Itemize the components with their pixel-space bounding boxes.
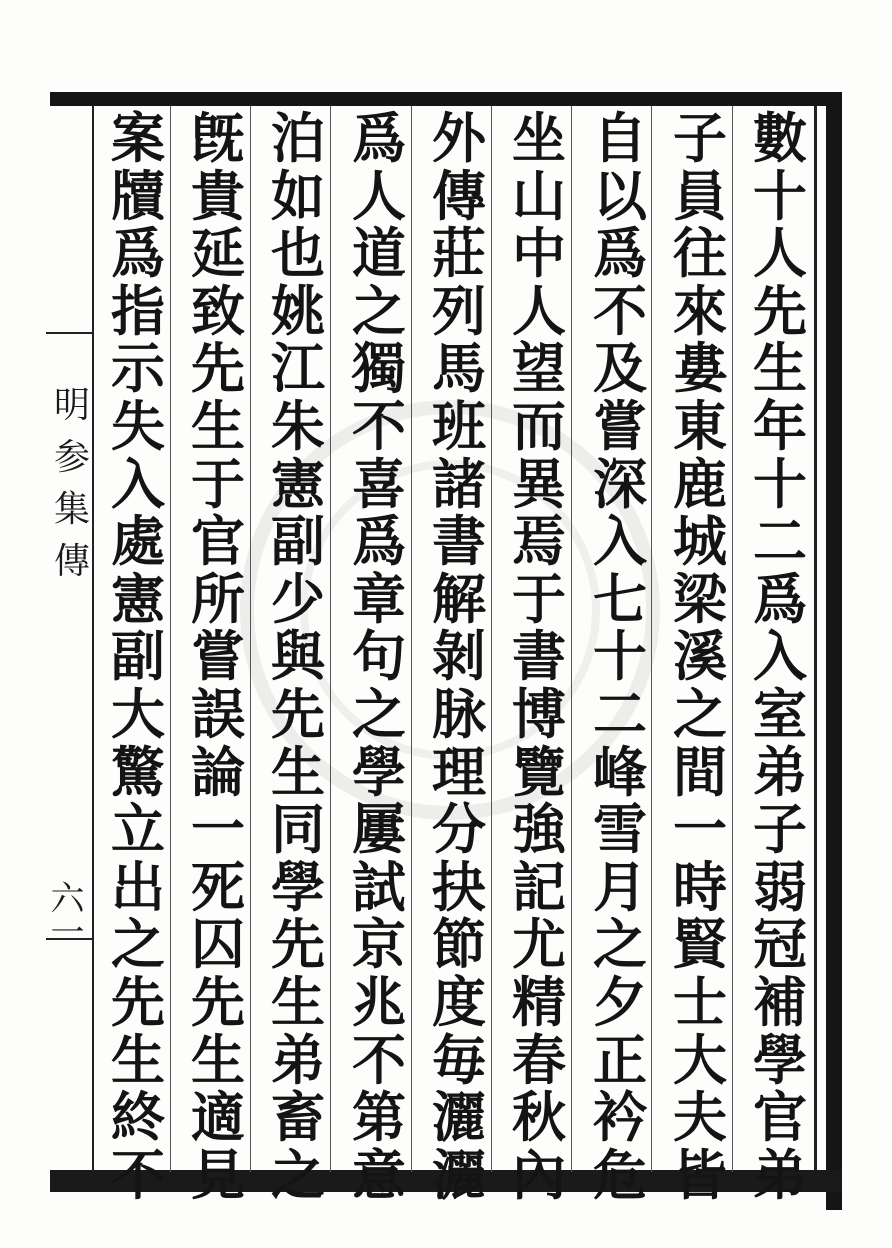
- column-char: 危: [593, 1142, 647, 1207]
- gutter-title-char: 傳: [54, 541, 91, 582]
- column-char: 朱: [271, 393, 325, 458]
- column-char: 正: [593, 1027, 647, 1092]
- gutter-title: [54, 380, 90, 588]
- column-char: 生: [753, 336, 807, 401]
- column-char: 弟: [753, 1142, 807, 1207]
- column-char: 灑: [432, 1142, 486, 1207]
- column-char: 處: [111, 509, 165, 574]
- column-char: 京: [352, 912, 406, 977]
- column-char: 同: [271, 797, 325, 862]
- column-char: 與: [271, 624, 325, 689]
- column-char: 失: [111, 393, 165, 458]
- gutter-divider: [92, 106, 94, 1172]
- column-char: 剝: [432, 624, 486, 689]
- column-char: 賢: [673, 912, 727, 977]
- column-char: 溪: [673, 624, 727, 689]
- column-char: 深: [593, 451, 647, 516]
- column-char: 列: [432, 278, 486, 343]
- text-column-8: [182, 106, 254, 1207]
- column-char: 秋: [512, 1085, 566, 1150]
- column-char: 生: [271, 739, 325, 804]
- column-char: 莊: [432, 221, 486, 286]
- column-char: 解: [432, 566, 486, 631]
- column-char: 弱: [753, 854, 807, 919]
- column-char: 先: [191, 969, 245, 1034]
- column-char: 適: [191, 1085, 245, 1150]
- column-char: 毎: [432, 1027, 486, 1092]
- column-char: 入: [111, 451, 165, 516]
- column-char: 節: [432, 912, 486, 977]
- column-char: 之: [111, 912, 165, 977]
- column-char: 誤: [191, 681, 245, 746]
- column-char: 及: [593, 336, 647, 401]
- column-char: 七: [593, 566, 647, 631]
- column-char: 自: [593, 106, 647, 170]
- column-char: 論: [191, 739, 245, 804]
- column-char: 一: [673, 797, 727, 862]
- column-char: 意: [352, 1142, 406, 1207]
- gutter-fishtail-top: [46, 332, 92, 334]
- column-char: 春: [512, 1027, 566, 1092]
- column-char: 婁: [673, 336, 727, 401]
- column-char: 數: [753, 106, 807, 170]
- column-char: 爲: [352, 509, 406, 574]
- text-column-4: [503, 106, 575, 1207]
- column-char: 梁: [673, 566, 727, 631]
- page-number: 六一: [44, 880, 84, 948]
- text-column-1: [744, 106, 816, 1207]
- column-char: 人: [753, 221, 807, 286]
- column-char: 理: [432, 739, 486, 804]
- column-char: 爲: [352, 106, 406, 170]
- column-char: 所: [191, 566, 245, 631]
- column-char: 夫: [673, 1085, 727, 1150]
- column-char: 旣: [191, 106, 245, 170]
- frame-border-right: [826, 92, 842, 1210]
- column-char: 一: [191, 797, 245, 862]
- column-char: 不: [593, 278, 647, 343]
- column-char: 囚: [191, 912, 245, 977]
- column-char: 年: [753, 393, 807, 458]
- column-char: 二: [593, 681, 647, 746]
- column-char: 衿: [593, 1085, 647, 1150]
- column-char: 員: [673, 163, 727, 228]
- column-char: 于: [191, 451, 245, 516]
- column-char: 鹿: [673, 451, 727, 516]
- column-char: 爲: [111, 221, 165, 286]
- column-char: 灑: [432, 1085, 486, 1150]
- column-char: 死: [191, 854, 245, 919]
- column-char: 東: [673, 393, 727, 458]
- column-char: 先: [191, 336, 245, 401]
- column-char: 嘗: [191, 624, 245, 689]
- column-char: 指: [111, 278, 165, 343]
- gutter-title-char: 集: [54, 489, 91, 530]
- column-char: 夕: [593, 969, 647, 1034]
- text-column-2: [664, 106, 736, 1207]
- column-char: 內: [512, 1142, 566, 1207]
- column-char: 官: [191, 509, 245, 574]
- column-char: 牘: [111, 163, 165, 228]
- column-char: 貴: [191, 163, 245, 228]
- column-char: 案: [111, 106, 165, 170]
- column-char: 十: [753, 163, 807, 228]
- column-char: 驚: [111, 739, 165, 804]
- column-char: 雪: [593, 797, 647, 862]
- column-char: 先: [753, 278, 807, 343]
- column-char: 副: [271, 509, 325, 574]
- column-char: 人: [512, 278, 566, 343]
- column-char: 弟: [271, 1027, 325, 1092]
- column-char: 而: [512, 393, 566, 458]
- column-char: 學: [753, 1027, 807, 1092]
- column-char: 爲: [593, 221, 647, 286]
- text-column-7: [262, 106, 334, 1207]
- column-char: 生: [191, 393, 245, 458]
- column-char: 道: [352, 221, 406, 286]
- column-char: 精: [512, 969, 566, 1034]
- column-char: 如: [271, 163, 325, 228]
- column-char: 冠: [753, 912, 807, 977]
- column-char: 入: [753, 624, 807, 689]
- column-char: 馬: [432, 336, 486, 401]
- column-char: 諸: [432, 451, 486, 516]
- text-column-3: [584, 106, 656, 1207]
- column-char: 畜: [271, 1085, 325, 1150]
- column-char: 之: [271, 1142, 325, 1207]
- column-char: 官: [753, 1085, 807, 1150]
- column-char: 見: [191, 1142, 245, 1207]
- column-char: 異: [512, 451, 566, 516]
- column-char: 泊: [271, 106, 325, 170]
- column-char: 中: [512, 221, 566, 286]
- column-char: 先: [271, 912, 325, 977]
- column-char: 副: [111, 624, 165, 689]
- column-char: 時: [673, 854, 727, 919]
- column-char: 書: [512, 624, 566, 689]
- column-char: 焉: [512, 509, 566, 574]
- column-char: 子: [753, 797, 807, 862]
- column-char: 尤: [512, 912, 566, 977]
- column-char: 第: [352, 1085, 406, 1150]
- column-char: 爲: [753, 566, 807, 631]
- column-char: 不: [352, 393, 406, 458]
- column-char: 先: [111, 969, 165, 1034]
- column-char: 士: [673, 969, 727, 1034]
- column-char: 記: [512, 854, 566, 919]
- column-char: 終: [111, 1085, 165, 1150]
- column-char: 生: [191, 1027, 245, 1092]
- column-char: 城: [673, 509, 727, 574]
- column-char: 屢: [352, 797, 406, 862]
- frame-border-top: [50, 92, 830, 106]
- column-char: 傳: [432, 163, 486, 228]
- column-char: 以: [593, 163, 647, 228]
- column-char: 生: [111, 1027, 165, 1092]
- column-char: 二: [753, 509, 807, 574]
- column-char: 之: [593, 912, 647, 977]
- column-char: 出: [111, 854, 165, 919]
- column-char: 立: [111, 797, 165, 862]
- column-char: 之: [352, 681, 406, 746]
- column-char: 之: [673, 681, 727, 746]
- column-char: 間: [673, 739, 727, 804]
- column-char: 學: [352, 739, 406, 804]
- column-char: 江: [271, 336, 325, 401]
- column-char: 章: [352, 566, 406, 631]
- column-char: 皆: [673, 1142, 727, 1207]
- column-char: 度: [432, 969, 486, 1034]
- column-char: 憲: [111, 566, 165, 631]
- column-char: 先: [271, 681, 325, 746]
- column-char: 強: [512, 797, 566, 862]
- column-char: 致: [191, 278, 245, 343]
- column-char: 弟: [753, 739, 807, 804]
- column-char: 嘗: [593, 393, 647, 458]
- text-column-6: [343, 106, 415, 1207]
- column-char: 喜: [352, 451, 406, 516]
- column-char: 人: [352, 163, 406, 228]
- column-char: 補: [753, 969, 807, 1034]
- column-char: 山: [512, 163, 566, 228]
- column-char: 延: [191, 221, 245, 286]
- column-char: 不: [352, 1027, 406, 1092]
- column-char: 試: [352, 854, 406, 919]
- column-char: 兆: [352, 969, 406, 1034]
- column-char: 往: [673, 221, 727, 286]
- column-char: 月: [593, 854, 647, 919]
- gutter-title-char: 参: [54, 437, 91, 478]
- column-char: 于: [512, 566, 566, 631]
- column-char: 外: [432, 106, 486, 170]
- column-char: 大: [111, 681, 165, 746]
- column-char: 學: [271, 854, 325, 919]
- column-char: 室: [753, 681, 807, 746]
- column-char: 獨: [352, 336, 406, 401]
- column-char: 子: [673, 106, 727, 170]
- column-char: 不: [111, 1142, 165, 1207]
- column-char: 望: [512, 336, 566, 401]
- column-char: 峰: [593, 739, 647, 804]
- column-char: 示: [111, 336, 165, 401]
- text-column-5: [423, 106, 495, 1207]
- column-char: 大: [673, 1027, 727, 1092]
- column-char: 來: [673, 278, 727, 343]
- column-char: 也: [271, 221, 325, 286]
- column-char: 抉: [432, 854, 486, 919]
- column-char: 書: [432, 509, 486, 574]
- column-char: 班: [432, 393, 486, 458]
- column-char: 博: [512, 681, 566, 746]
- column-char: 之: [352, 278, 406, 343]
- column-char: 坐: [512, 106, 566, 170]
- column-char: 句: [352, 624, 406, 689]
- text-column-9: [102, 106, 174, 1207]
- column-char: 憲: [271, 451, 325, 516]
- column-char: 十: [753, 451, 807, 516]
- column-char: 分: [432, 797, 486, 862]
- column-char: 生: [271, 969, 325, 1034]
- column-char: 入: [593, 509, 647, 574]
- column-char: 脉: [432, 681, 486, 746]
- column-char: 覽: [512, 739, 566, 804]
- column-char: 十: [593, 624, 647, 689]
- column-char: 少: [271, 566, 325, 631]
- column-char: 姚: [271, 278, 325, 343]
- gutter-title-char: 明: [54, 385, 91, 426]
